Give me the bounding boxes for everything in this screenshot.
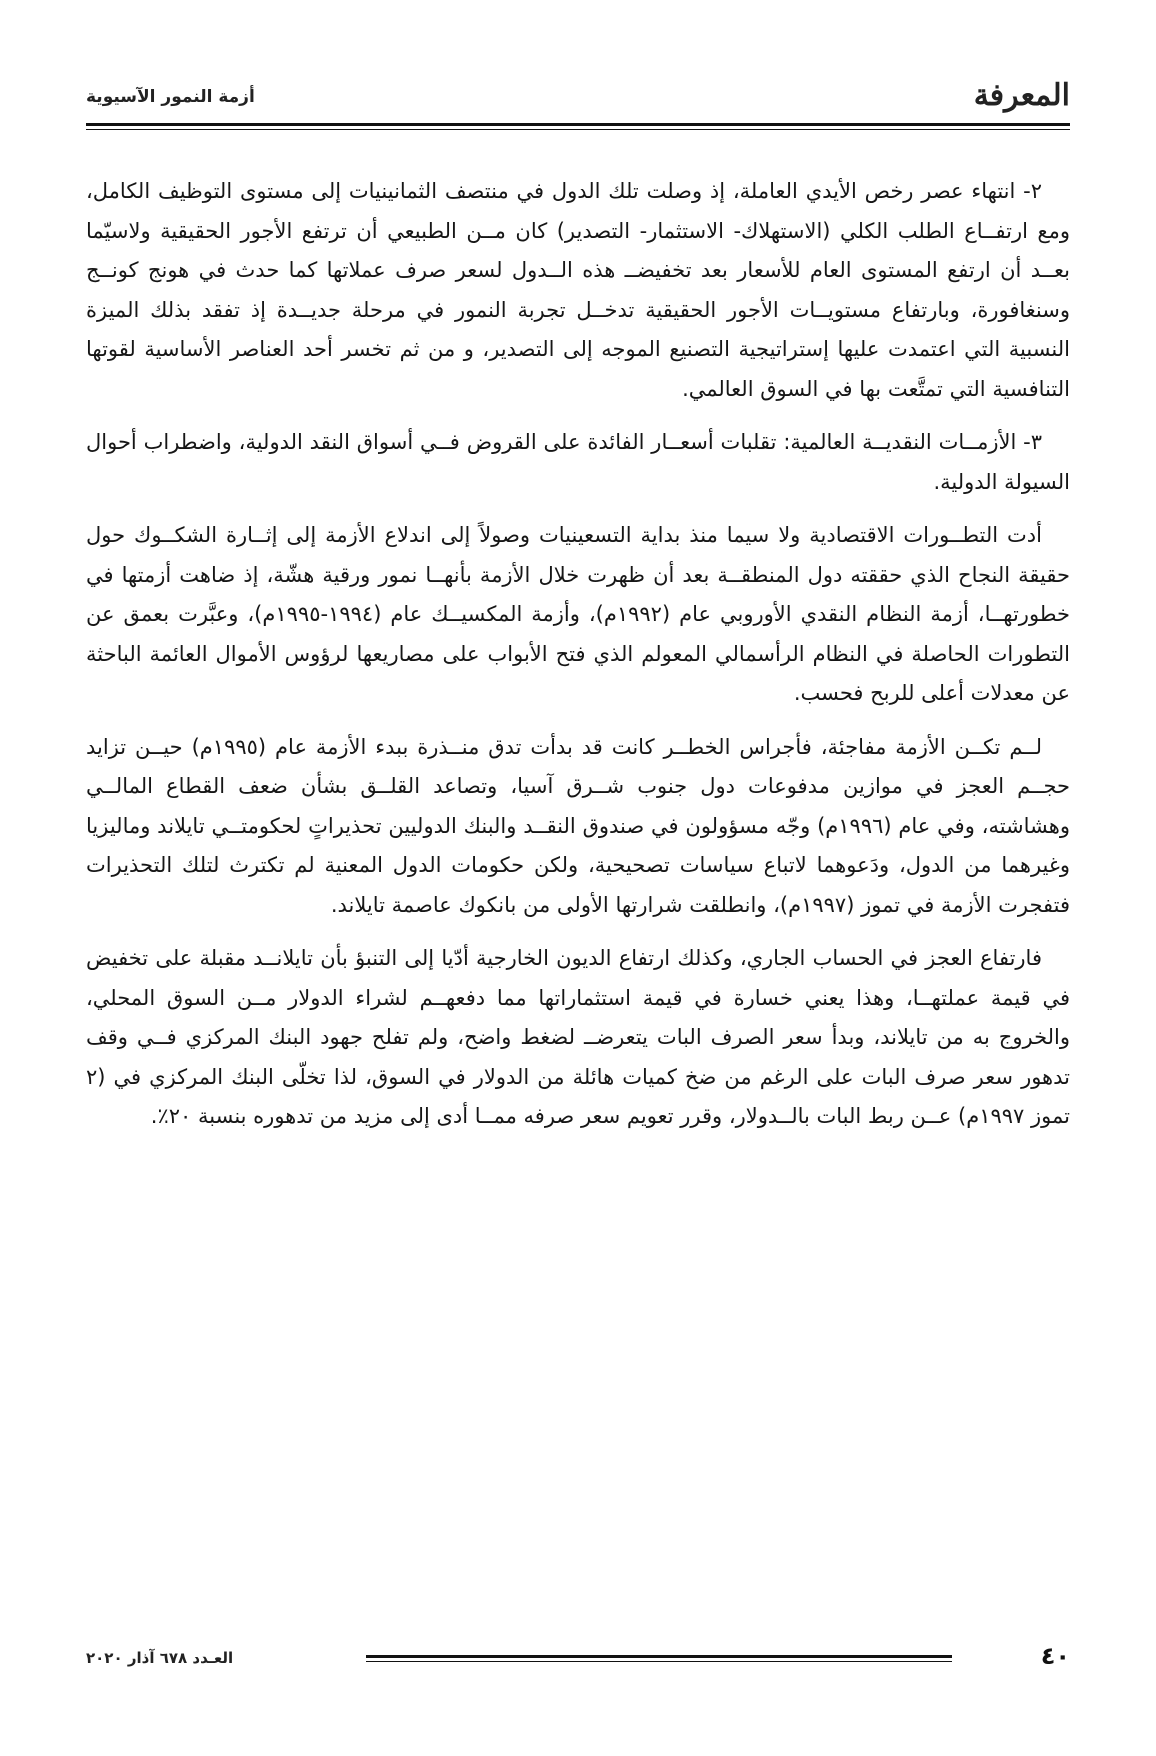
issue-info: العـدد ٦٧٨ آذار ٢٠٢٠ [86,1649,234,1667]
paragraph-point-3: ٣- الأزمــات النقديــة العالمية: تقلبات أسعــار الفائدة على القروض فــي أسواق النقد الدولية، واضطراب أحوال السيولة الدولية. [86,430,1070,494]
page-footer [86,1640,1070,1676]
paragraph-warnings: لــم تكــن الأزمة مفاجئة، فأجراس الخطــر كانت قد بدأت تدق منــذرة ببدء الأزمة عام (١٩٩٥م) حيــن تزايد حجــم العجز في موازين مدفوعات دول جنوب شــرق آسيا، وتصاعد القلــق بشأن ضعف القطاع المالــي وهشاشته، وفي عام (١٩٩٦م) وجّه مسؤولون في صندوق النقــد والبنك الدوليين تحذيراتٍ لحكومتــي تايلاند وماليزيا وغيرهما من الدول، ودَعوهما لاتباع سياسات تصحيحية، ولكن حكومات الدول المعنية لم تكترث لتلك التحذيرات فتفجرت الأزمة في تموز (١٩٩٧م)، وانطلقت شرارتها الأولى من بانكوك عاصمة تايلاند. [86,734,1070,917]
paragraph-deficit: فارتفاع العجز في الحساب الجاري، وكذلك ارتفاع الديون الخارجية أدّيا إلى التنبؤ بأن تايلانــد مقبلة على تخفيض في قيمة عملتهــا، وهذا يعني خسارة في قيمة استثماراتها مما دفعهــم لشراء الدولار مــن السوق المحلي، والخروج به من تايلاند، وبدأ سعر الصرف البات يتعرضــ لضغط واضح، ولم تفلح جهود البنك المركزي فــي وقف تدهور سعر صرف البات على الرغم من ضخ كميات هائلة من الدولار في السوق، لذا تخلّى البنك المركزي في (٢ تموز ١٩٩٧م) عــن ربط البات بالــدولار، وقرر تعويم سعر صرفه ممــا أدى إلى مزيد من تدهوره بنسبة ٢٠٪. [86,946,1070,1128]
article-body [86,172,1070,1151]
magazine-masthead-logo: المعرفة [973,78,1070,113]
header-rule [86,123,1070,126]
paragraph-point-2: ٢- انتهاء عصر رخص الأيدي العاملة، إذ وصلت تلك الدول في منتصف الثمانينيات إلى مستوى التوظيف الكامل، ومع ارتفــاع الطلب الكلي (الاستهلاك- الاستثمار- التصدير) كان مــن الطبيعي أن ترتفع الأجور الحقيقية ولاسيّما بعــد أن ارتفع المستوى العام للأسعار بعد تخفيضــ هذه الــدول لسعر صرف عملاتها كما حدث في هونج كونــج وسنغافورة، وبارتفاع مستويــات الأجور الحقيقية تدخــل تجربة النمور في مرحلة جديــدة إذ تفقد بذلك الميزة النسبية التي اعتمدت عليها إستراتيجية التصنيع الموجه إلى التصدير، و من ثم تخسر أحد العناصر الأساسية لقوتها التنافسية التي تمتَّعت بها في السوق العالمي. [86,179,1070,401]
header-rule-thin [86,129,1070,130]
page-number: ٤٠ [1040,1642,1070,1670]
footer-rule-thin [366,1661,952,1662]
paragraph-developments: أدت التطــورات الاقتصادية ولا سيما منذ بداية التسعينيات وصولاً إلى اندلاع الأزمة إلى إثــارة الشكــوك حول حقيقة النجاح الذي حققته دول المنطقــة بعد أن ظهرت خلال الأزمة بأنهــا نمور ورقية هشّة، إذ ضاهت أزمتها في خطورتهــا، أزمة النظام النقدي الأوروبي عام (١٩٩٢م)، وأزمة المكسيــك عام (١٩٩٤-١٩٩٥م)، وعبَّرت بعمق عن التطورات الحاصلة في النظام الرأسمالي المعولم الذي فتح الأبواب على مصاريعها لرؤوس الأموال العائمة الباحثة عن معدلات أعلى للربح فحسب. [86,523,1071,705]
page-header [86,78,1070,118]
running-title: أزمة النمور الآسيوية [86,87,255,107]
footer-rule [366,1655,952,1658]
